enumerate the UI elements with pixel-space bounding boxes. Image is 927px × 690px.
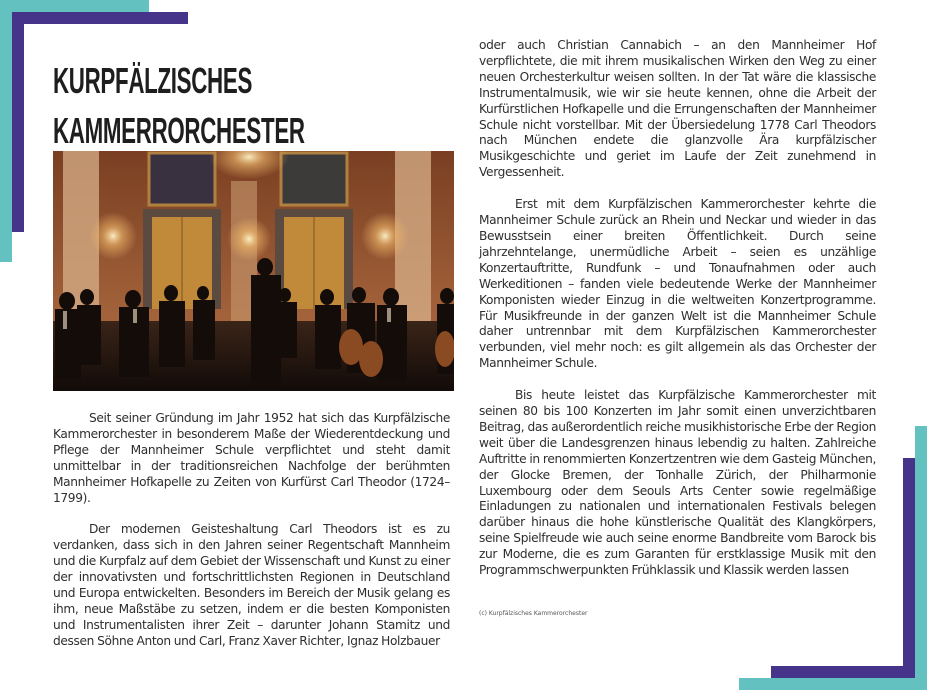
orchestra-photo xyxy=(53,151,454,391)
corner-bar-bottom-right-teal-vertical xyxy=(915,426,927,690)
orchestra-photo-illustration xyxy=(53,151,454,391)
page-title-line-1: KURPFÄLZISCHES xyxy=(53,60,253,101)
corner-bar-top-left-purple-horizontal xyxy=(12,12,188,24)
corner-bar-bottom-right-purple-vertical xyxy=(903,458,915,678)
corner-bar-top-left-teal-vertical xyxy=(0,0,12,262)
page-title xyxy=(53,56,305,156)
paragraph: Bis heute leistet das Kurpfälzische Kammerorchester mit seinen 80 bis 100 Konzerten im Jahr somit einen unverzichtbaren Beitrag, das außerordentlich reiche musikhistorische Erbe der Region weit über die Landesgrenzen hinaus lebendig zu halten. Zahlreiche Auftritte in renommierten Konzertzentren wie dem Gasteig München, der Glocke Bremen, der Tonhalle Zürich, der Philharmonie Luxembourg oder dem Seouls Arts Center sowie regelmäßige Einladungen zu nationalen und internationalen Festivals belegen darüber hinaus die hohe künstlerische Qualität des Klangkörpers, seine Spielfreude wie auch seine enorme Bandbreite vom Barock bis zur Moderne, die es zum Garanten für erstklassige Musik mit den Programmschwerpunkten Frühklassik und Klassik werden lassen xyxy=(479,388,876,578)
corner-bar-top-left-teal-horizontal xyxy=(0,0,149,12)
paragraph: oder auch Christian Cannabich – an den Mannheimer Hof verpflichtete, die mit ihrem musikalischen Wirken den Weg zu einer neuen Orchesterkultur weisen sollten. In der Tat wäre die klassische Instrumentalmusik, wie wir sie heute kennen, ohne die Arbeit der Kurfürstlichen Hofkapelle und die Errungenschaften der Mannheimer Schule nicht vorstellbar. Mit der Übersiedelung 1778 Carl Theodors nach München endete die glanzvolle Ära kurpfälzischer Musikgeschichte und geriet im Laufe der Zeit zunehmend in Vergessenheit. xyxy=(479,38,876,180)
page-title-line-2: KAMMERRORCHESTER xyxy=(53,110,305,151)
right-column-text xyxy=(479,38,876,579)
paragraph: Seit seiner Gründung im Jahr 1952 hat sich das Kurpfälzische Kammerorchester in besonderem Maße der Wiederentdeckung und Pflege der Mannheimer Schule verpflichtet und steht damit unmittelbar in der traditionsreichen Nachfolge der berühmten Mannheimer Hofkapelle zu Zeiten von Kurfürst Carl Theodor (1724–1799). xyxy=(53,411,450,505)
corner-bar-bottom-right-teal-horizontal xyxy=(739,678,927,690)
left-column-text xyxy=(53,411,450,650)
corner-bar-bottom-right-purple-horizontal xyxy=(771,666,915,678)
photo-credit: (c) Kurpfälzisches Kammerorchester xyxy=(479,610,588,617)
paragraph: Der modernen Geisteshaltung Carl Theodors ist es zu verdanken, dass sich in den Jahren seiner Regentschaft Mannheim und die Kurpfalz auf dem Gebiet der Wissenschaft und Kunst zu einer der innovativsten und fortschrittlichsten Regionen in Deutschland und Europa entwickelten. Besonders im Bereich der Musik gelang es ihm, neue Maßstäbe zu setzen, indem er die besten Komponisten und Instrumentalisten ihrer Zeit – darunter Johann Stamitz und dessen Söhne Anton und Carl, Franz Xaver Richter, Ignaz Holzbauer xyxy=(53,522,450,648)
paragraph: Erst mit dem Kurpfälzischen Kammerorchester kehrte die Mannheimer Schule zurück an Rhein und Neckar und wieder in das Bewusstsein einer breiten Öffentlichkeit. Durch seine jahrzehntelange, unermüdliche Arbeit – seien es unzählige Konzertauftritte, Rundfunk – und Tonaufnahmen oder auch Werkeditionen – fanden viele bedeutende Werke der Mannheimer Komponisten wieder Einzug in die weltweiten Konzertprogramme. Für Musikfreunde in der ganzen Welt ist die Mannheimer Schule daher untrennbar mit dem Kurpfälzischen Kammerorchester verbunden, viel mehr noch: es gilt allgemein als das Orchester der Mannheimer Schule. xyxy=(479,197,876,371)
corner-bar-top-left-purple-vertical xyxy=(12,12,24,232)
